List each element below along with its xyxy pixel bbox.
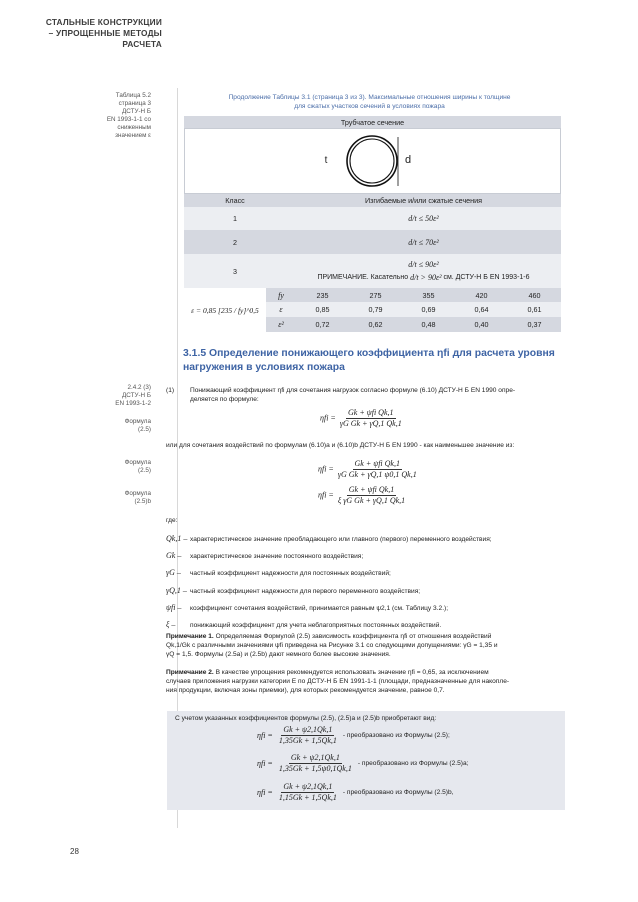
- legend-symbol: γQ,1 –: [166, 585, 187, 595]
- class-3-note: [286, 271, 561, 284]
- margin-note-line: Таблица 5.2: [115, 92, 151, 99]
- margin-note-line: Формула: [124, 459, 151, 466]
- item-number: (1): [166, 387, 175, 394]
- formula-2-5b: [318, 485, 407, 506]
- legend-item: [166, 548, 566, 565]
- eps2-value: 0,40: [474, 320, 489, 329]
- formula-fraction: [277, 725, 339, 746]
- formula-fraction: [336, 485, 407, 506]
- header-line-2: – УПРОЩЕННЫЕ МЕТОДЫ: [48, 28, 162, 38]
- note-1-line-1: [166, 632, 566, 641]
- note-1-text: Определяемая Формулой (2.5) зависимость коэффициента ηfi от отношения воздействий: [213, 633, 492, 640]
- column-header-class: Класс: [225, 196, 245, 205]
- margin-note-line: ДСТУ-Н Б: [122, 392, 151, 399]
- fy-value: 420: [475, 290, 488, 300]
- note-2-text: В качестве упрощения рекомендуется использовать значение ηfi = 0,65, за исключением: [213, 669, 489, 676]
- class-limit: d/t ≤ 50ε²: [408, 214, 439, 223]
- note-2-line-1: [166, 668, 566, 677]
- symbol-legend: [166, 531, 566, 634]
- eps-value: 0,64: [474, 305, 489, 314]
- epsilon-block: [184, 288, 561, 332]
- margin-note-line: 2.4.2 (3): [127, 384, 151, 391]
- formula-fraction: [277, 753, 354, 774]
- paragraph-1-line-1: Понижающий коэффициент ηfi для сочетания нагрузок согласно формуле (6.10) ДСТУ-Н Б EN 1990 опре-: [190, 387, 516, 394]
- margin-note-line: значением ε: [115, 132, 151, 139]
- where-label: где:: [166, 517, 178, 524]
- legend-text: частный коэффициент надежности для постоянных воздействий;: [190, 570, 391, 578]
- eps2-label: ε²: [278, 320, 284, 329]
- legend-symbol: Gk –: [166, 551, 182, 561]
- legend-text: характеристическое значение преобладающего или главного (первого) переменного воздействия;: [190, 536, 492, 543]
- formula-2-5a: [318, 459, 419, 480]
- margin-note-formula-25b: [33, 490, 151, 506]
- tube-section-figure: [185, 129, 562, 195]
- margin-note-line: страница 3: [118, 100, 151, 107]
- legend-text: понижающий коэффициент для учета неблагоприятных постоянных воздействий.: [190, 622, 442, 630]
- fy-value: 275: [369, 290, 382, 300]
- margin-note-ref: [33, 384, 151, 408]
- formula-note: - преобразовано из Формулы (2.5);: [342, 732, 450, 739]
- table-caption-line-2: для сжатых участков сечений в условиях пожара: [294, 103, 445, 110]
- note-2: [166, 668, 566, 695]
- legend-item: [166, 600, 566, 617]
- section-title-line-1: 3.1.5 Определение понижающего коэффициента ηfi для расчета уровня: [183, 348, 555, 359]
- epsilon-formula: ε = 0,85 [235 / fy]^0,5: [184, 288, 266, 332]
- table-caption: [183, 93, 556, 111]
- section-title-line-2: нагружения в условиях пожара: [183, 362, 345, 373]
- formula-2-5: [320, 408, 404, 429]
- formula-denominator: γG Gk + γQ,1 Qk,1: [339, 419, 402, 428]
- note-2-line-3: ния продукции, включая зоны приемки), для которых рекомендуется значение, равное 0,7.: [166, 687, 445, 694]
- note-1-label: Примечание 1.: [166, 633, 214, 640]
- margin-note-table: [33, 92, 151, 140]
- legend-symbol: Qk,1 –: [166, 534, 188, 543]
- table-row-class-3: [184, 254, 561, 288]
- eps-label: ε: [279, 305, 283, 314]
- fy-value: 235: [316, 290, 329, 300]
- class-value: 1: [233, 214, 237, 223]
- formula-numerator: Gk + ψfi Qk,1: [354, 459, 400, 468]
- eps2-value: 0,72: [315, 320, 330, 329]
- simplified-formulas-box: [167, 711, 565, 810]
- fy-value: 355: [422, 290, 435, 300]
- section-title: [183, 347, 563, 375]
- fy-value: 460: [528, 290, 541, 300]
- table-section-header: Трубчатое сечение: [340, 117, 405, 127]
- formula-note: - преобразовано из Формулы (2.5)а;: [357, 760, 469, 767]
- legend-text: частный коэффициент надежности для первого переменного воздействия;: [190, 587, 421, 595]
- legend-text: характеристическое значение постоянного воздействия;: [190, 553, 364, 561]
- margin-note-line: EN 1993-1-1 со: [106, 116, 151, 123]
- formula-eta: ηfi =: [257, 759, 273, 768]
- formula-numerator: Gk + ψfi Qk,1: [348, 408, 394, 417]
- paragraph-2: или для сочетания воздействий по формулам (6.10)а и (6.10)b ДСТУ-Н Б EN 1990 - как наименьшее значение из:: [166, 442, 515, 449]
- header-line-3: РАСЧЕТА: [122, 39, 162, 49]
- tube-thickness-label: t: [324, 154, 328, 166]
- column-header-bending: Изгибаемые и/или сжатые сечения: [364, 196, 483, 205]
- table-column-header-row: [184, 194, 561, 207]
- legend-symbol: γG –: [166, 568, 181, 578]
- eps-value: 0,79: [368, 305, 383, 314]
- margin-note-line: (2.5): [138, 426, 151, 433]
- table-section-header-row: [184, 116, 561, 128]
- formula-fraction: [336, 459, 419, 480]
- eps-value: 0,69: [421, 305, 436, 314]
- table-caption-line-1: Продолжение Таблицы 3.1 (страница 3 из 3). Максимальные отношения ширины к толщине: [228, 94, 511, 101]
- header-line-1: СТАЛЬНЫЕ КОНСТРУКЦИИ: [45, 17, 162, 27]
- table-row-class-1: [184, 207, 561, 230]
- formula-eta: ηfi =: [318, 464, 334, 474]
- formula-eta: ηfi =: [320, 413, 336, 423]
- note-1: [166, 632, 566, 659]
- class-value: 2: [233, 237, 237, 247]
- formula-eta: ηfi =: [257, 731, 273, 740]
- formula-fraction: [338, 408, 404, 429]
- formula-denominator: 1,35Gk + 1,5ψ0,1Qk,1: [278, 764, 352, 773]
- note-2-label: Примечание 2.: [166, 669, 214, 676]
- margin-note-line: ДСТУ-Н Б: [122, 108, 151, 115]
- box-formula-3: [257, 782, 453, 803]
- formula-numerator: Gk + ψ2,1Qk,1: [283, 782, 333, 791]
- margin-note-formula-25: [33, 418, 151, 434]
- formula-denominator: 1,15Gk + 1,5Qk,1: [278, 793, 337, 802]
- margin-note-formula-25a: [33, 459, 151, 475]
- tube-diameter-label: d: [404, 154, 412, 166]
- table-row-class-2: [184, 230, 561, 254]
- eps2-value: 0,37: [527, 320, 542, 329]
- eps-value: 0,85: [315, 305, 330, 314]
- eps2-value: 0,62: [368, 320, 383, 329]
- note-1-line-3: γQ = 1,5. Формулы (2.5а) и (2.5b) дают немного более высокие значения.: [166, 651, 391, 658]
- margin-note-line: (2.5): [138, 467, 151, 474]
- page-number: 28: [70, 847, 79, 856]
- running-header: [40, 17, 162, 50]
- formula-fraction: [277, 782, 339, 803]
- formula-numerator: Gk + ψ2,1Qk,1: [283, 725, 333, 734]
- formula-eta: ηfi =: [318, 490, 334, 500]
- class-3-note-expr: d/t > 90ε²: [410, 273, 442, 282]
- legend-item: [166, 565, 566, 582]
- box-intro: С учетом указанных коэффициентов формулы (2.5), (2.5)а и (2.5)b приобретают вид:: [175, 715, 437, 722]
- formula-denominator: γG Gk + γQ,1 ψ0,1 Qk,1: [337, 470, 417, 479]
- margin-note-line: сниженным: [117, 124, 151, 131]
- note-1-line-2: Qk,1/Gk с различными значениями ψfi приведена на Рисунке 3.1 со следующими допущениями: γG = 1,35 и: [166, 642, 498, 649]
- margin-note-line: (2.5)b: [134, 498, 151, 505]
- formula-eta: ηfi =: [257, 788, 273, 797]
- fy-label: fy: [278, 290, 284, 300]
- class-limit: d/t ≤ 70ε²: [408, 237, 439, 247]
- formula-numerator: Gk + ψ2,1Qk,1: [290, 753, 340, 762]
- eps2-value: 0,48: [421, 320, 436, 329]
- formula-numerator: Gk + ψfi Qk,1: [348, 485, 395, 494]
- class-limit: d/t ≤ 90ε²: [408, 259, 439, 269]
- box-formula-2: [257, 753, 468, 774]
- legend-text: коэффициент сочетания воздействий, принимается равным ψ2,1 (см. Таблицу 3.2.);: [190, 604, 449, 612]
- box-formula-1: [257, 725, 450, 746]
- class-3-note-pre: ПРИМЕЧАНИЕ. Касательно: [317, 274, 409, 281]
- eps-value: 0,61: [527, 305, 542, 314]
- legend-item: [166, 583, 566, 600]
- tube-figure-row: [184, 128, 561, 194]
- note-2-line-2: случаев приложения нагрузки категории Е по ДСТУ-Н Б EN 1991-1-1 (площади, предназначенные для накопле-: [166, 678, 510, 685]
- class-3-note-post: см. ДСТУ-Н Б EN 1993-1-6: [443, 274, 530, 281]
- paragraph-1-line-2: деляется по формуле:: [190, 396, 259, 403]
- formula-note: - преобразовано из Формулы (2.5)b,: [342, 789, 454, 796]
- margin-note-line: Формула: [124, 418, 151, 425]
- legend-item: [166, 531, 566, 548]
- margin-note-line: EN 1993-1-2: [115, 400, 151, 407]
- margin-note-line: Формула: [124, 490, 151, 497]
- ratio-table: [184, 116, 561, 332]
- class-value: 3: [233, 266, 237, 276]
- formula-denominator: ξ γG Gk + γQ,1 Qk,1: [337, 496, 406, 505]
- legend-symbol: ψfi –: [166, 602, 182, 612]
- formula-denominator: 1,35Gk + 1,5Qk,1: [278, 736, 337, 745]
- paragraph-1: [190, 386, 565, 404]
- legend-symbol: ξ –: [166, 620, 176, 630]
